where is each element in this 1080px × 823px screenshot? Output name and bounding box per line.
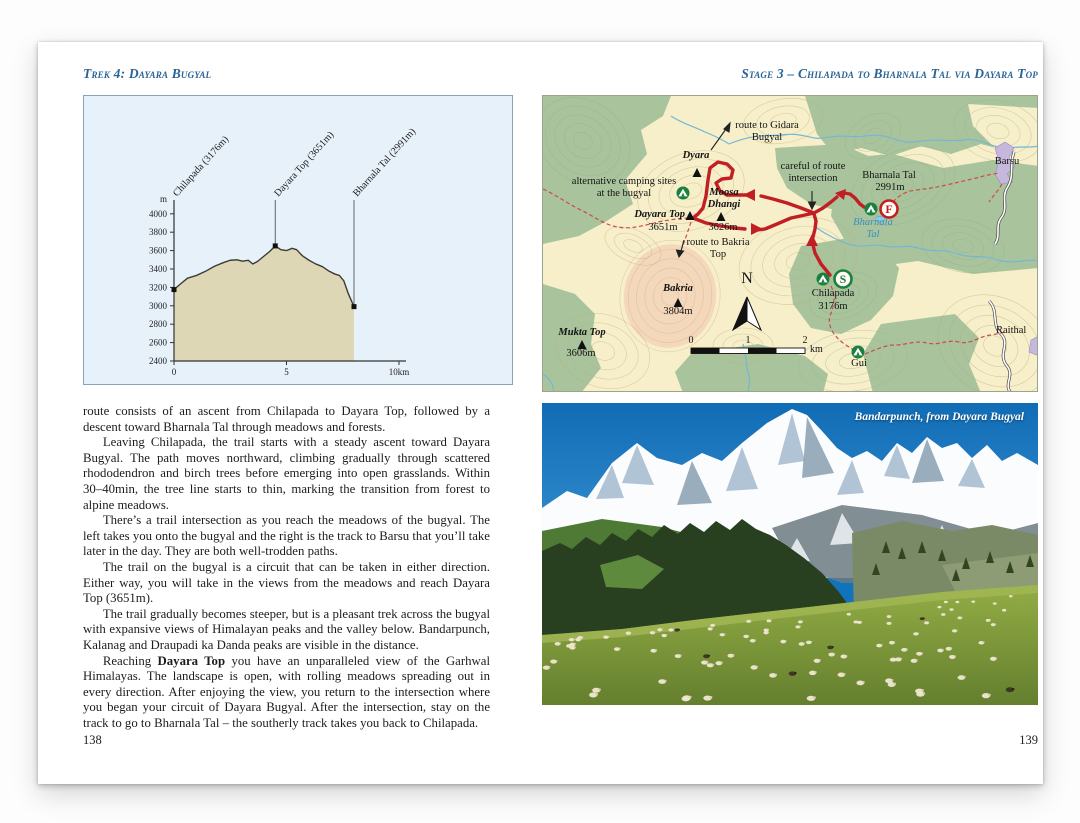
- map-label-bakria: Bakria: [663, 283, 693, 294]
- map-label-barsu: Barsu: [994, 156, 1020, 167]
- campsite-icon: [852, 346, 865, 359]
- map-label-bakria-elev: 3804m: [663, 306, 693, 317]
- paragraph: The trail on the bugyal is a circuit that can be taken in either direction. Either way, you will take in the views from the meadows and reach Dayara Top (3651m).: [83, 559, 490, 606]
- campsite-icon: [865, 203, 878, 216]
- campsite-icon: [677, 187, 690, 200]
- svg-text:10km: 10km: [388, 367, 410, 377]
- page-number-left: 138: [83, 733, 102, 747]
- right-page-header: Stage 3 – Chilapada to Bharnala Tal via Dayara Top: [741, 66, 1038, 81]
- svg-text:Dayara Top (3651m): Dayara Top (3651m): [272, 129, 337, 200]
- map-label-chilapada: Chilapada: [811, 288, 855, 299]
- map-label-dayara-elev: 3651m: [648, 222, 678, 233]
- page-number-right: 139: [1019, 733, 1038, 747]
- svg-text:3600: 3600: [149, 245, 167, 256]
- map-label-bharnala-lake: Bharnala Tal: [853, 217, 893, 240]
- trek-map: [542, 95, 1038, 392]
- map-label-mukta-top: Mukta Top: [558, 327, 606, 338]
- svg-text:0: 0: [171, 367, 177, 377]
- elevation-chart-svg: [84, 96, 514, 386]
- start-marker-icon: [835, 271, 852, 288]
- map-label-alt-camping: alternative camping sites at the bugyal: [571, 176, 677, 199]
- route-description-text: [83, 404, 490, 731]
- photo-svg: [542, 403, 1038, 705]
- svg-text:3400: 3400: [149, 264, 167, 274]
- svg-text:Chilapada (3176m): Chilapada (3176m): [171, 134, 232, 200]
- svg-text:F: F: [885, 202, 893, 217]
- map-label-raithal: Raithal: [996, 325, 1027, 336]
- svg-text:m: m: [159, 194, 167, 204]
- svg-text:2400: 2400: [149, 356, 167, 366]
- photo-bandarpunch: [542, 403, 1038, 705]
- svg-text:3800: 3800: [149, 227, 167, 238]
- map-label-dyara: Dyara: [682, 150, 710, 161]
- paragraph: route consists of an ascent from Chilapada to Dayara Top, followed by a descent toward Bharnala Tal through meadows and forests.: [83, 404, 490, 434]
- svg-text:4000: 4000: [149, 208, 167, 219]
- left-page-header: Trek 4: Dayara Bugyal: [83, 66, 212, 81]
- svg-text:2600: 2600: [149, 337, 167, 348]
- finish-marker-icon: [881, 201, 898, 218]
- paragraph: Reaching Dayara Top you have an unparalleled view of the Garhwal Himalayas. The landscape is open, with rolling meadows spreading out in every direction. After enjoying the view, you return to the intersection where you began your circuit of Dayara Bugyal. After the intersection, stay on the track to go to Bharnala Tal – the southerly track takes you back to Chilapada.: [83, 653, 490, 730]
- svg-text:3000: 3000: [149, 300, 167, 311]
- book-spread: [38, 42, 1043, 784]
- map-label-mukta-elev: 3606m: [566, 348, 596, 359]
- paragraph: The trail gradually becomes steeper, but is a pleasant trek across the bugyal with expansive views of Himalayan peaks and the valley below. Bandarpunch, Kalanag and Draupadi ka Danda peaks are visible in the distance.: [83, 606, 490, 652]
- map-label-dayara-top: Dayara Top: [634, 209, 685, 220]
- paragraph: Leaving Chilapada, the trail starts with a steady ascent toward Dayara Bugyal. The path moves northward, climbing gradually through scattered rhododendron and birch trees before emerging into open grasslands. Within 30–40min, the tree line starts to thin, marking the transition from forest to alpine meadows.: [83, 435, 490, 512]
- svg-text:2800: 2800: [149, 319, 167, 330]
- paragraph: There’s a trail intersection as you reach the meadows of the bugyal. The left takes you onto the bugyal and the right is the track to Barsu that you’ll take later in the day. They are both well-trodden paths.: [83, 513, 490, 559]
- map-label-bharnala-elev: 2991m: [875, 182, 905, 193]
- campsite-icon: [817, 273, 830, 286]
- map-label-moosa-dhangi: Moosa Dhangi: [707, 187, 741, 210]
- svg-text:Bharnala Tal (2991m): Bharnala Tal (2991m): [351, 126, 419, 200]
- map-label-bharnala-tal: Bharnala Tal: [862, 170, 916, 181]
- map-scale-0: 0: [688, 335, 694, 346]
- map-label-route-gidara: route to Gidara Bugyal: [735, 120, 799, 143]
- map-label-moosa-elev: 3626m: [708, 222, 738, 233]
- map-scale-unit: km: [810, 344, 823, 355]
- map-label-chilapada-elev: 3176m: [818, 301, 848, 312]
- map-label-careful: careful of route intersection: [780, 161, 846, 184]
- map-scale-1: 1: [745, 335, 751, 346]
- map-label-route-bakria: route to Bakria Top: [686, 237, 750, 260]
- elevation-profile-chart: [83, 95, 513, 385]
- svg-text:5: 5: [284, 367, 289, 377]
- svg-text:S: S: [839, 272, 847, 287]
- svg-text:3200: 3200: [149, 282, 167, 293]
- map-scale-bar: [691, 348, 805, 354]
- photo-caption: Bandarpunch, from Dayara Bugyal: [854, 411, 1024, 423]
- map-scale-2: 2: [802, 335, 808, 346]
- map-label-north: N: [741, 270, 753, 287]
- map-label-gui: Gui: [851, 358, 867, 369]
